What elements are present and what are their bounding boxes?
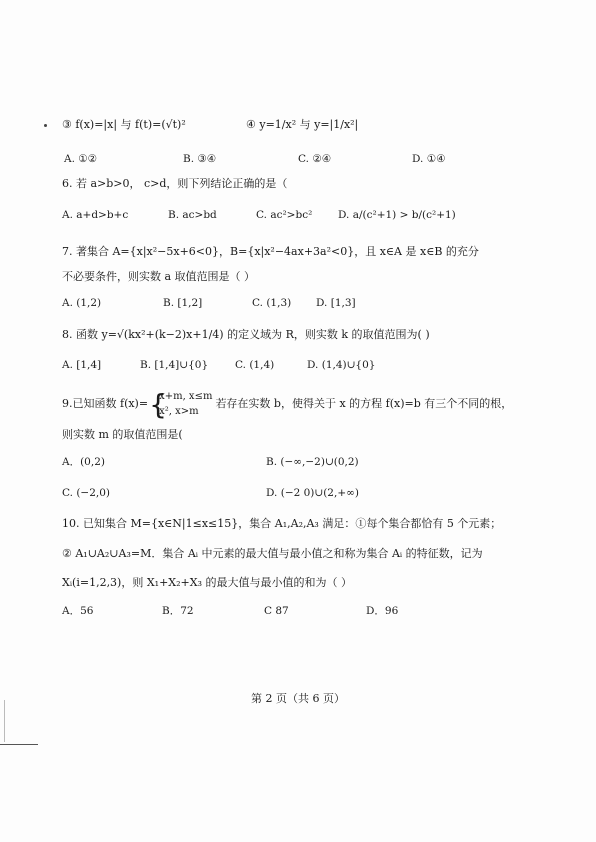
q7-option-d: D. [1,3] (316, 297, 356, 309)
q7-stem-line1: 7. 著集合 A={x|x²−5x+6<0}，B={x|x²−4ax+3a²<0}，且 x∈A 是 x∈B 的充分 (62, 245, 479, 258)
q8-option-d: D. (1,4)∪{0} (307, 359, 376, 371)
q10-option-d: D．96 (366, 605, 399, 617)
q6-option-d: D. a/(c²+1) > b/(c²+1) (338, 209, 456, 221)
q9-piece-2: x², x>m (159, 406, 199, 417)
q7-stem-line2: 不必要条件，则实数 a 取值范围是（ ） (62, 270, 256, 283)
q9-option-a: A．(0,2) (62, 456, 105, 468)
scan-margin-line (4, 700, 5, 742)
scan-edge-mark (0, 744, 38, 745)
q10-option-c: C 87 (264, 605, 289, 617)
q5-item-4: ④ y=1/x² 与 y=|1/x²| (246, 118, 359, 131)
q5-option-b: B. ③④ (183, 153, 217, 165)
q5-option-d: D. ①④ (412, 153, 446, 165)
q6-option-a: A. a+d>b+c (62, 209, 129, 221)
q7-option-c: C. (1,3) (252, 297, 292, 309)
q7-option-b: B. [1,2] (163, 297, 203, 309)
q9-option-c: C. (−2,0) (62, 487, 111, 499)
q10-line2: ② A₁∪A₂∪A₃=M．集合 Aᵢ 中元素的最大值与最小值之和称为集合 Aᵢ 的特征数，记为 (62, 547, 483, 560)
scan-speck (44, 124, 47, 127)
q8-stem: 8. 函数 y=√(kx²+(k−2)x+1/4) 的定义域为 R，则实数 k 的取值范围为( ) (62, 328, 430, 341)
q9-piece-1: { x+m, x≤m (159, 391, 213, 402)
page-footer: 第 2 页（共 6 页） (251, 692, 345, 705)
q5-item-3: ③ f(x)=|x| 与 f(t)=(√t)² (62, 118, 186, 131)
q10-line1: 10. 已知集合 M={x∈N|1≤x≤15}，集合 A₁,A₂,A₃ 满足：①每个集合都恰有 5 个元素； (62, 517, 502, 530)
q9-stem-prefix: 9.已知函数 f(x)= (62, 397, 149, 410)
q8-option-b: B. [1,4]∪{0} (140, 359, 209, 371)
q5-option-c: C. ②④ (298, 153, 332, 165)
q6-stem: 6. 若 a>b>0， c>d，则下列结论正确的是（ (62, 177, 288, 190)
q8-option-c: C. (1,4) (235, 359, 275, 371)
q9-option-d: D. (−2 0)∪(2,+∞) (266, 487, 359, 499)
q6-option-b: B. ac>bd (168, 209, 217, 221)
q9-stem-line2: 则实数 m 的取值范围是( (62, 428, 183, 441)
q9-piecewise (151, 389, 212, 419)
q10-option-b: B．72 (162, 605, 194, 617)
q10-line3: Xᵢ(i=1,2,3)，则 X₁+X₂+X₃ 的最大值与最小值的和为（ ） (62, 576, 352, 589)
q6-option-c: C. ac²>bc² (256, 209, 313, 221)
q8-option-a: A. [1,4] (62, 359, 102, 371)
q5-option-a: A. ①② (64, 153, 98, 165)
q9-option-b: B. (−∞,−2)∪(0,2) (266, 456, 359, 468)
q7-option-a: A. (1,2) (62, 297, 102, 309)
q9-stem (62, 387, 512, 421)
q10-option-a: A．56 (62, 605, 94, 617)
q9-stem-suffix: 若存在实数 b，使得关于 x 的方程 f(x)=b 有三个不同的根， (215, 397, 513, 410)
